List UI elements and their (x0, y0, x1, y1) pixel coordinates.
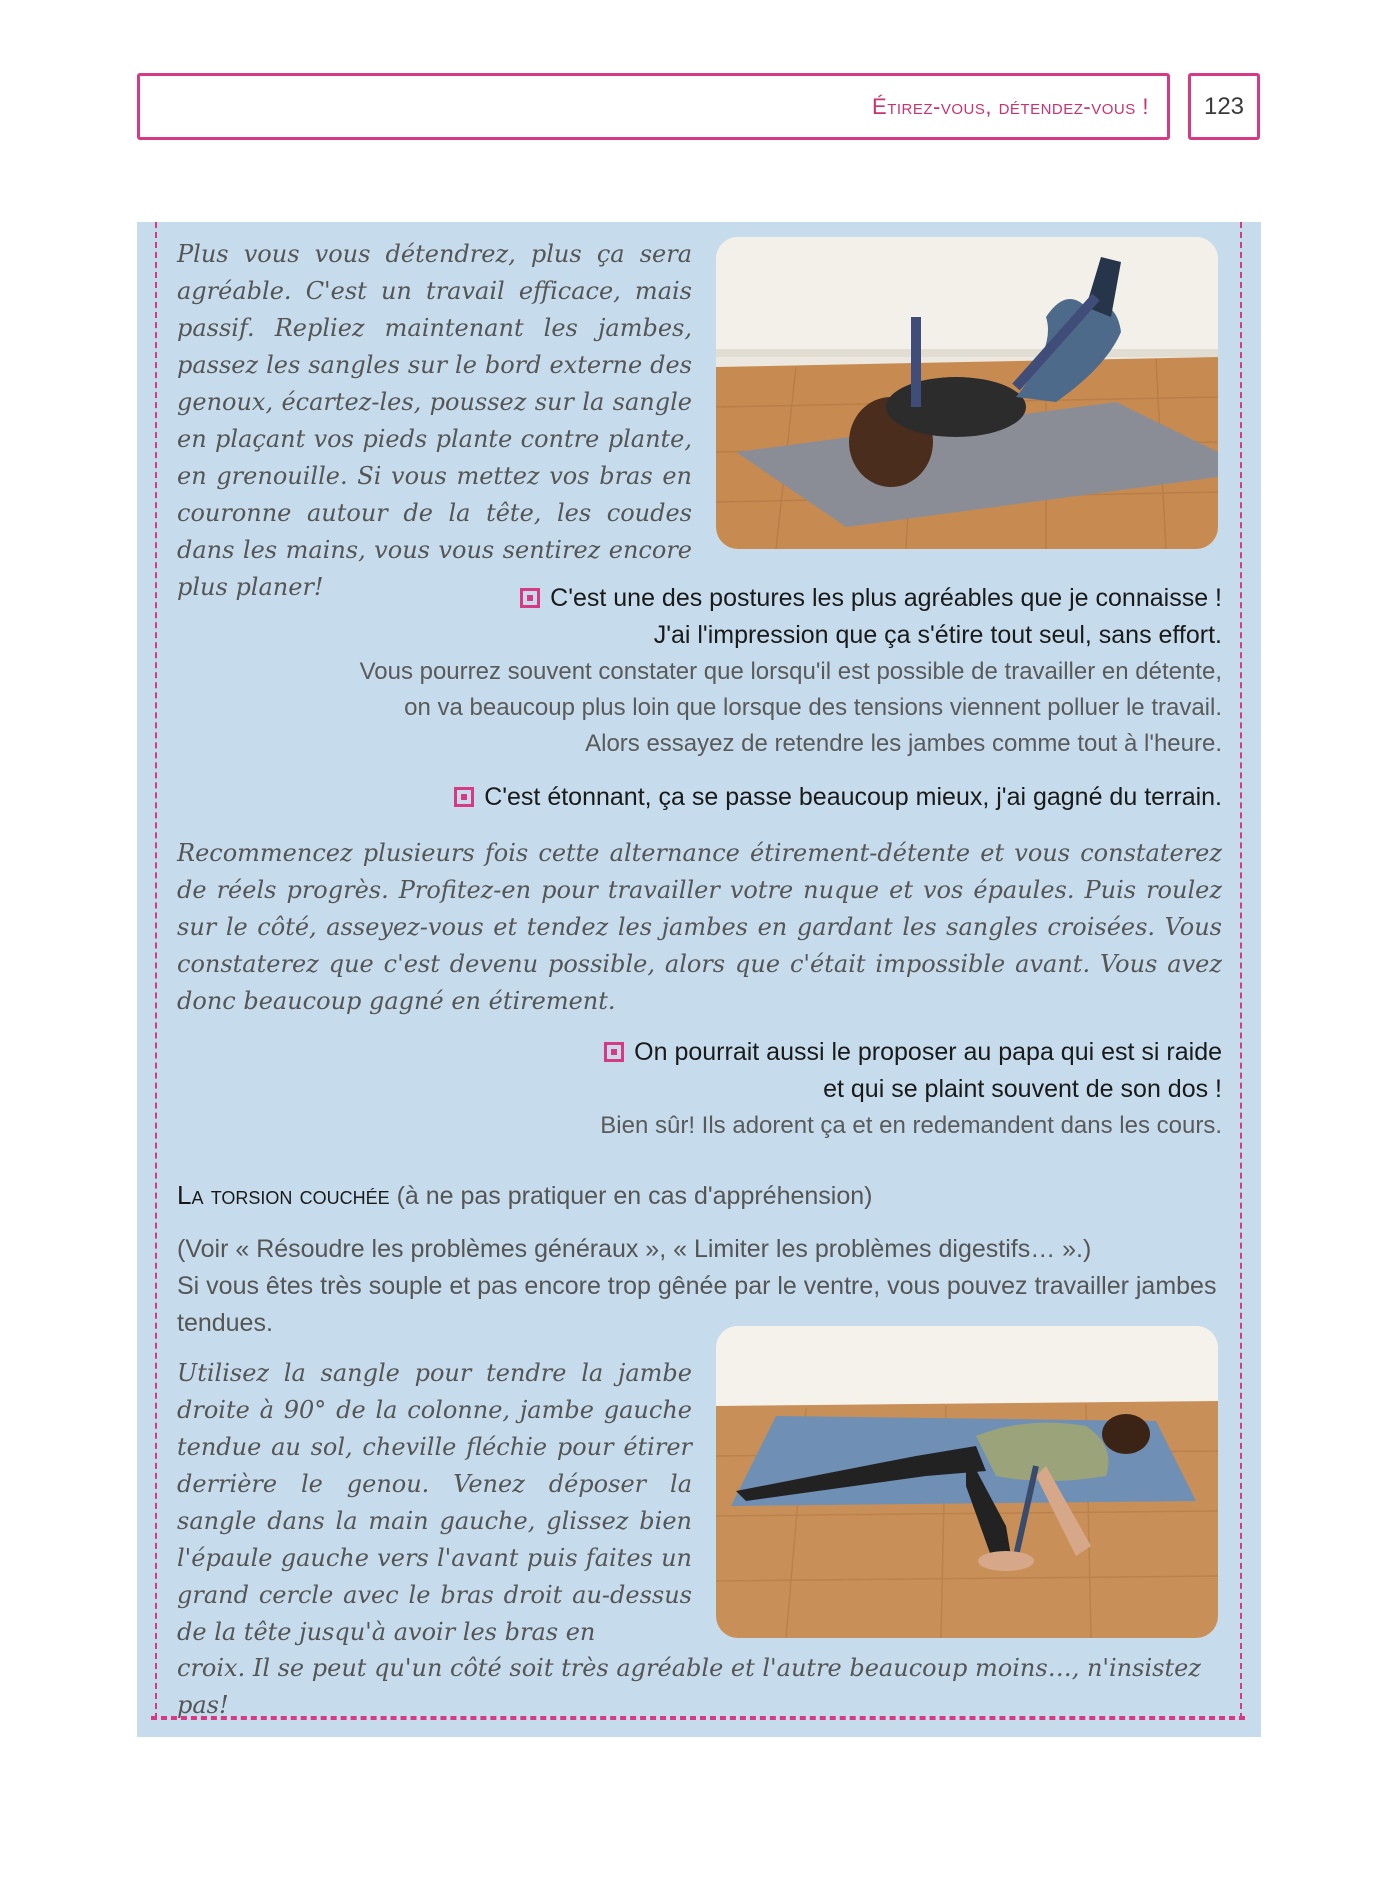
section-intro-text: Si vous êtes très souple et pas encore trop gênée par le ventre, vous pouvez travailler jambes tendues. (177, 1272, 1217, 1337)
content-panel (137, 222, 1261, 1737)
decorative-border-right (1240, 222, 1242, 1719)
quote-3-line-1-text: On pourrait aussi le proposer au papa qui est si raide (634, 1038, 1222, 1066)
quote-2-line-1-text: C'est étonnant, ça se passe beaucoup mieux, j'ai gagné du terrain. (484, 783, 1222, 811)
paragraph-twist-last-line: croix. Il se peut qu'un côté soit très agréable et l'autre beaucoup moins…, n'insistez pas! (177, 1654, 1201, 1719)
reply-3 (177, 1108, 1222, 1144)
quote-1-line-2: J'ai l'impression que ça s'étire tout seul, sans effort. (653, 621, 1222, 649)
quote-1 (177, 580, 1222, 654)
paragraph-frog-pose: Plus vous vous détendrez, plus ça sera agréable. C'est un travail efficace, mais passif. Repliez maintenant les jambes, passez les sangles sur le bord externe des genoux, écartez-les, poussez sur la sangle en plaçant vos pieds plante contre plante, en grenouille. Si vous mettez vos bras en couronne autour de la tête, les coudes dans les mains, vous vous sentirez encore plus planer! (177, 240, 692, 601)
quote-marker-icon (520, 588, 540, 608)
section-subtitle: (à ne pas pratiquer en cas d'appréhension) (396, 1182, 873, 1210)
quote-1-line-1 (177, 580, 1222, 617)
chapter-title: Étirez-vous, détendez-vous ! (872, 94, 1149, 119)
reply-1-line-2: on va beaucoup plus loin que lorsque des tensions viennent polluer le travail. (404, 694, 1222, 721)
photo-frog-pose (716, 237, 1218, 549)
photo-supine-twist (716, 1326, 1218, 1638)
section-heading (177, 1177, 1222, 1215)
page-number: 123 (1188, 73, 1260, 140)
quote-2-line-1 (177, 779, 1222, 816)
quote-1-line-1-text: C'est une des postures les plus agréables que je connaisse ! (550, 584, 1222, 612)
reply-1 (177, 654, 1222, 762)
paragraph-twist: Utilisez la sangle pour tendre la jambe droite à 90° de la colonne, jambe gauche tendue au sol, cheville fléchie pour étirer derrière le genou. Venez déposer la sangle dans la main gauche, glissez bien l'épaule gauche vers l'avant puis faites un grand cercle avec le bras droit au-dessus de la tête jusqu'à avoir les bras en (177, 1359, 692, 1646)
quote-2 (177, 779, 1222, 816)
running-header (137, 73, 1170, 140)
section-title: La torsion couchée (177, 1180, 390, 1210)
quote-marker-icon (454, 787, 474, 807)
quote-3 (177, 1034, 1222, 1108)
quote-marker-icon (604, 1042, 624, 1062)
quote-3-line-1 (177, 1034, 1222, 1071)
reply-1-line-3: Alors essayez de retendre les jambes comme tout à l'heure. (585, 730, 1222, 757)
section-reference: (Voir « Résoudre les problèmes généraux », « Limiter les problèmes digestifs… ».) (177, 1235, 1092, 1263)
reply-1-line-1: Vous pourrez souvent constater que lorsqu'il est possible de travailler en détente, (359, 658, 1222, 685)
reply-3-line-1: Bien sûr! Ils adorent ça et en redemandent dans les cours. (600, 1112, 1222, 1139)
quote-3-line-2: et qui se plaint souvent de son dos ! (823, 1075, 1222, 1103)
decorative-border-left (155, 222, 157, 1719)
paragraph-alternance: Recommencez plusieurs fois cette alternance étirement-détente et vous constaterez de réels progrès. Profitez-en pour travailler votre nuque et vos épaules. Puis roulez sur le côté, asseyez-vous et tendez les jambes en gardant les sangles croisées. Vous constaterez que c'est devenu possible, alors que c'était impossible avant. Vous avez donc beaucoup gagné en étirement. (177, 839, 1222, 1015)
